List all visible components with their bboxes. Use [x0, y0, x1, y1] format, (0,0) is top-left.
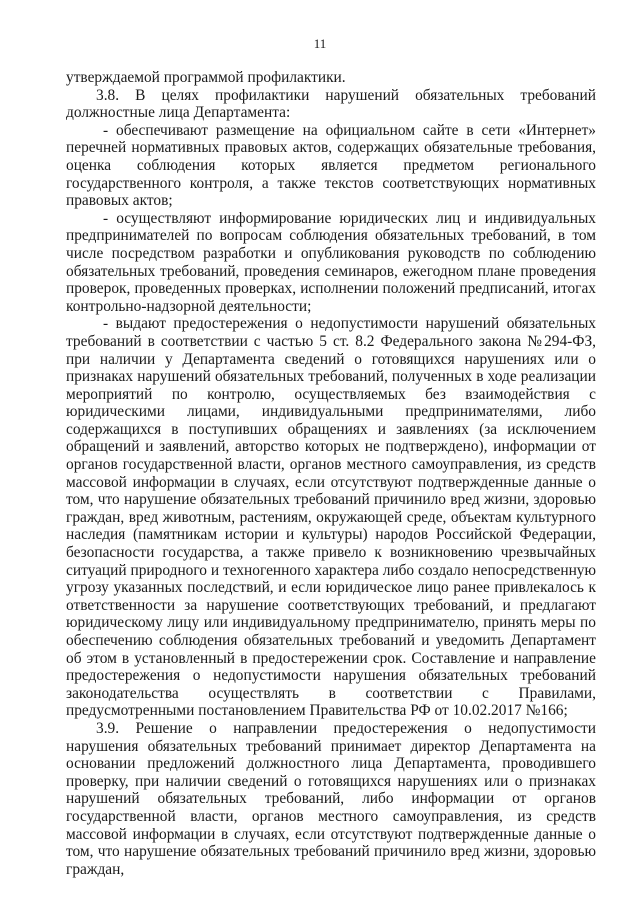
page-number: 11 [313, 36, 327, 51]
document-body [66, 69, 596, 878]
paragraph-continuation: утверждаемой программой профилактики. [66, 69, 346, 86]
paragraph-bullet-warnings: - выдают предостережения о недопустимости нарушений обязательных требований в соответствии с частью 5 ст. 8.2 Федерального закона №294-ФЗ, при наличии у Департамента сведений о готовящихся нарушениях или о признаках нарушений обязательных требований, полученных в ходе реализации мероприятий по контролю, осуществляемых без взаимодействия с юридическими лицами, индивидуальными предпринимателями, либо содержащихся в поступивших обращениях и заявлениях (за исключением обращений и заявлений, авторство которых не подтверждено), информации от органов государственной власти, органов местного самоуправления, из средств массовой информации в случаях, если отсутствуют подтвержденные данные о том, что нарушение обязательных требований причинило вред жизни, здоровью граждан, вред животным, растениям, окружающей среде, объектам культурного наследия (памятникам истории и культуры) народов Российской Федерации, безопасности государства, а также привело к возникновению чрезвычайных ситуаций природного и техногенного характера либо создало непосредственную угрозу указанных последствий, и если юридическое лицо ранее привлекалось к ответственности за нарушение соответствующих требований, и предлагают юридическому лицу или индивидуальному предпринимателю, принять меры по обеспечению соблюдения обязательных требований и уведомить Департамент об этом в установленный в предостережении срок. Составление и направление предостережения о недопустимости нарушения обязательных требований законодательства осуществлять в соответствии с Правилами, предусмотренными постановлением Правительства РФ от 10.02.2017 №166; [66, 315, 596, 720]
paragraph-section-3-9: 3.9. Решение о направлении предостережения о недопустимости нарушения обязательных требований принимает директор Департамента на основании предложений должностного лица Департамента, проводившего проверку, при наличии сведений о готовящихся нарушениях или о признаках нарушений обязательных требований, либо информации от органов государственной власти, органов местного самоуправления, из средств массовой информации в случаях, если отсутствуют подтвержденные данные о том, что нарушение обязательных требований причинило вред жизни, здоровью граждан, [66, 719, 596, 878]
paragraph-bullet-informing: - осуществляют информирование юридических лиц и индивидуальных предпринимателей по вопросам соблюдения обязательных требований, в том числе посредством разработки и опубликования руководств по соблюдению обязательных требований, проведения семинаров, ежегодном плане проведения проверок, проведенных проверках, исполнении положений предписаний, итогах контрольно-надзорной деятельности; [66, 209, 596, 315]
paragraph-section-3-8: 3.8. В целях профилактики нарушений обязательных требований должностные лица Департамента: [66, 86, 596, 122]
paragraph-bullet-placement: - обеспечивают размещение на официальном сайте в сети «Интернет» перечней нормативных правовых актов, содержащих обязательные требования, оценка соблюдения которых является предметом регионального государственного контроля, а также текстов соответствующих нормативных правовых актов; [66, 121, 596, 210]
